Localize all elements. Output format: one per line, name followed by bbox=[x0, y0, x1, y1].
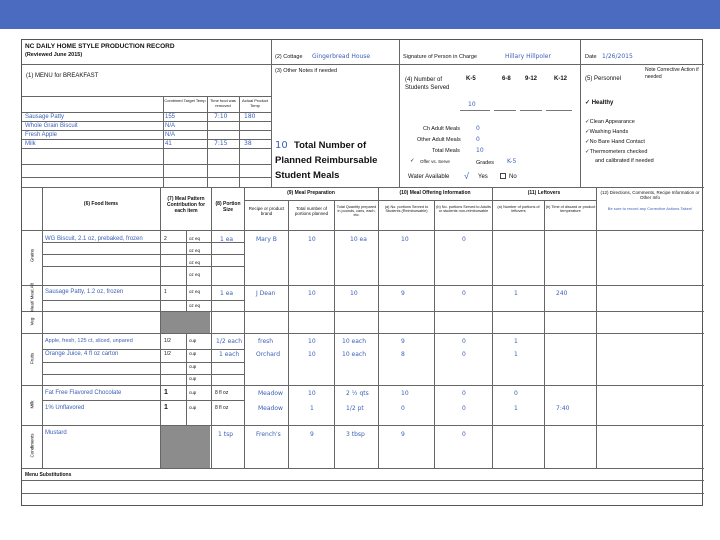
item-left: 1 bbox=[514, 290, 518, 297]
item-recipe: French's bbox=[256, 431, 281, 438]
item-qty: 1 bbox=[164, 389, 168, 396]
k5-served-value: 10 bbox=[468, 101, 476, 108]
item-prepared: 10 each bbox=[342, 351, 367, 358]
item-prepared: 3 tbsp bbox=[346, 431, 365, 438]
item-recipe: fresh bbox=[258, 338, 274, 345]
water-no-label: No bbox=[509, 174, 517, 180]
production-record-form bbox=[21, 39, 703, 506]
item-portion: 1 tsp bbox=[218, 431, 234, 438]
item-qty: 1/2 bbox=[164, 351, 171, 357]
temp-item: Fresh Apple bbox=[25, 132, 58, 138]
personnel-item: and calibrated if needed bbox=[595, 158, 654, 164]
item-qty: 1 bbox=[164, 404, 168, 411]
item-unit: oz eq bbox=[189, 272, 201, 277]
meal-pattern-header: (7) Meal Pattern Contribution for each item bbox=[166, 196, 206, 214]
temp-item: Whole Grain Biscuit bbox=[25, 123, 78, 129]
item-unit: oz eq bbox=[189, 260, 201, 265]
time-removed-header: Time food was removed bbox=[210, 98, 236, 108]
component-grains: Grains bbox=[29, 248, 35, 263]
grade-k12: K-12 bbox=[554, 76, 568, 82]
other-adult-value: 0 bbox=[476, 136, 480, 143]
temp-time: 7:15 bbox=[214, 140, 228, 147]
item-portion: 8 fl oz bbox=[215, 390, 229, 396]
menu-substitutions-label: Menu Substitutions bbox=[25, 472, 72, 478]
item-left: 1 bbox=[514, 338, 518, 345]
grade-k5: K-5 bbox=[466, 76, 476, 82]
item-portion: 1 each bbox=[219, 351, 240, 358]
food-item: Fat Free Flavored Chocolate bbox=[45, 390, 122, 396]
portion-header: (8) Portion Size bbox=[215, 201, 241, 213]
item-adults: 0 bbox=[462, 236, 466, 243]
temp-item: Sausage Patty bbox=[25, 114, 65, 120]
signature-label: Signature of Person in Charge bbox=[403, 54, 477, 60]
item-planned: 1 bbox=[310, 405, 314, 412]
temp-target: N/A bbox=[165, 123, 176, 129]
other-adult-label: Other Adult Meals bbox=[417, 137, 461, 143]
offer-vs-serve-label: Offer vs. Serve bbox=[420, 159, 450, 164]
food-item: Sausage Patty, 1.2 oz, frozen bbox=[45, 289, 124, 295]
ch-adult-label: Ch Adult Meals bbox=[423, 126, 460, 132]
item-portion: 8 fl oz bbox=[215, 405, 229, 411]
item-unit: oz eq bbox=[189, 248, 201, 253]
component-fruits: Fruits bbox=[29, 352, 35, 365]
item-left: 1 bbox=[514, 351, 518, 358]
temp-time: 7:10 bbox=[214, 113, 228, 120]
ch-adult-value: 0 bbox=[476, 125, 480, 132]
item-qty: 1/2 bbox=[164, 338, 171, 344]
item-planned: 10 bbox=[308, 236, 316, 243]
grades-value: K-5 bbox=[507, 158, 517, 165]
component-milk: Milk bbox=[29, 400, 35, 409]
item-portion: 1/2 each bbox=[216, 338, 243, 345]
temp-target: N/A bbox=[165, 132, 176, 138]
item-unit: oz eq bbox=[189, 289, 201, 294]
temp-actual: 180 bbox=[244, 113, 256, 120]
component-condiments: Condiments bbox=[29, 433, 35, 458]
item-time: 7:40 bbox=[556, 405, 570, 412]
total-meals-text: Planned Reimbursable bbox=[275, 155, 378, 166]
item-recipe: Mary B bbox=[256, 236, 277, 243]
item-qty: 1 bbox=[164, 289, 167, 295]
item-portion: 1 ea bbox=[220, 290, 234, 297]
other-notes-label: (3) Other Notes if needed bbox=[275, 68, 338, 74]
actual-temp-header: Actual Product Temp bbox=[241, 98, 268, 108]
leftovers-header: (11) Leftovers bbox=[527, 190, 561, 196]
item-portion: 1 ea bbox=[220, 236, 234, 243]
healthy-item: ✓ Healthy bbox=[585, 100, 614, 106]
item-unit: oz eq bbox=[189, 303, 201, 308]
form-title: NC DAILY HOME STYLE PRODUCTION RECORD bbox=[25, 43, 175, 50]
target-temp-header: Combined Target Temp bbox=[164, 98, 206, 103]
item-prepared: 10 bbox=[350, 290, 358, 297]
total-meals-text: Student Meals bbox=[275, 170, 340, 181]
item-planned: 10 bbox=[308, 390, 316, 397]
item-adults: 0 bbox=[462, 390, 466, 397]
food-item: WG Biscuit, 2.1 oz, prebaked, frozen bbox=[45, 236, 143, 242]
item-unit: oz eq bbox=[189, 236, 201, 241]
portions-planned-header: Total number of portions planned bbox=[294, 206, 329, 216]
component-veg: Veg bbox=[29, 317, 35, 326]
item-adults: 0 bbox=[462, 405, 466, 412]
water-yes-check[interactable]: √ bbox=[464, 171, 469, 181]
food-item: Mustard bbox=[45, 430, 67, 436]
component-meat: Meat/ Meat Alt bbox=[29, 283, 35, 312]
item-unit: cup bbox=[189, 351, 197, 356]
personnel-item: ✓No Bare Hand Contact bbox=[585, 139, 645, 145]
item-served: 9 bbox=[401, 290, 405, 297]
item-adults: 0 bbox=[462, 338, 466, 345]
water-label: Water Available bbox=[408, 174, 450, 180]
temp-actual: 38 bbox=[244, 140, 252, 147]
item-prepared: 10 each bbox=[342, 338, 367, 345]
offering-header: (10) Meal Offering Information bbox=[399, 190, 471, 196]
slide-header-bar bbox=[0, 0, 720, 29]
shaded-cell bbox=[161, 426, 210, 468]
item-unit: cup bbox=[189, 364, 197, 369]
date-value: 1/26/2015 bbox=[602, 53, 633, 60]
item-planned: 10 bbox=[308, 351, 316, 358]
item-unit: cup bbox=[189, 338, 197, 343]
total-meals-label: Total Meals bbox=[432, 148, 460, 154]
item-planned: 10 bbox=[308, 338, 316, 345]
comments-note: Be sure to record any Corrective Actions Taken! bbox=[607, 206, 693, 211]
item-qty: 2 bbox=[164, 236, 167, 242]
cottage-value: Gingerbread House bbox=[312, 53, 371, 60]
temp-item: Milk bbox=[25, 141, 36, 147]
item-unit: cup bbox=[189, 390, 197, 395]
meal-prep-header: (9) Meal Preparation bbox=[287, 190, 335, 196]
water-no-checkbox[interactable] bbox=[500, 173, 506, 179]
grade-6-8: 6-8 bbox=[502, 76, 511, 82]
personnel-item: ✓Thermometers checked bbox=[585, 149, 648, 155]
item-recipe: Meadow bbox=[258, 390, 283, 397]
item-left: 1 bbox=[514, 405, 518, 412]
signature-value: Hillary Hillpoler bbox=[505, 53, 551, 60]
offer-check: ✓ bbox=[410, 158, 415, 164]
grades-label: Grades bbox=[476, 160, 495, 166]
food-item: Orange Juice, 4 fl oz carton bbox=[45, 351, 119, 357]
personnel-label: (5) Personnel bbox=[585, 76, 622, 82]
corrective-note: Note Corrective Action if needed bbox=[645, 67, 699, 80]
comments-header: (12) Directions, Comments, Recipe Information or Other Info bbox=[600, 190, 700, 200]
personnel-item: ✓Clean Appearance bbox=[585, 119, 635, 125]
left-time-header: (b) Time of discard or product temperature bbox=[545, 205, 596, 213]
item-adults: 0 bbox=[462, 290, 466, 297]
item-planned: 9 bbox=[310, 431, 314, 438]
shaded-cell bbox=[161, 312, 210, 333]
grade-9-12: 9-12 bbox=[525, 76, 538, 82]
item-recipe: Orchard bbox=[256, 351, 281, 358]
total-qty-header: Total Quantity prepared in pounds, cans, each, etc. bbox=[336, 205, 377, 217]
item-prepared: 2 ½ qts bbox=[346, 390, 369, 397]
item-adults: 0 bbox=[462, 351, 466, 358]
food-item: 1% Unflavored bbox=[45, 405, 85, 411]
item-served: 9 bbox=[401, 431, 405, 438]
item-served: 9 bbox=[401, 338, 405, 345]
menu-label: (1) MENU for BREAKFAST bbox=[26, 73, 99, 79]
item-recipe: J Dean bbox=[256, 290, 276, 297]
cottage-label: (2) Cottage bbox=[275, 54, 303, 60]
served-adults-header: (b) No. portions Served to Adults or students non-reimbursable bbox=[436, 205, 491, 213]
total-meals-text: Total Number of bbox=[294, 140, 367, 151]
water-yes-label: Yes bbox=[478, 174, 488, 180]
form-revised: (Reviewed June 2015) bbox=[25, 52, 83, 58]
left-portions-header: (a) Number of portions of leftovers bbox=[497, 205, 540, 213]
date-label: Date bbox=[585, 54, 597, 60]
item-served: 10 bbox=[401, 390, 409, 397]
recipe-header: Recipe or product brand bbox=[248, 206, 285, 216]
temp-target: 41 bbox=[165, 141, 172, 147]
food-items-header: (6) Food Items bbox=[83, 201, 119, 207]
total-meals-field: 10 bbox=[476, 147, 484, 154]
students-served-label: (4) Number of Students Served bbox=[405, 77, 450, 91]
personnel-item: ✓Washing Hands bbox=[585, 129, 629, 135]
item-unit: cup bbox=[189, 405, 197, 410]
served-students-header: (a) No. portions Served to Students (Reimbursable) bbox=[384, 205, 429, 213]
item-planned: 10 bbox=[308, 290, 316, 297]
item-unit: cup bbox=[189, 376, 197, 381]
food-item: Apple, fresh, 125 ct, sliced, unpared bbox=[45, 338, 133, 344]
item-prepared: 10 ea bbox=[350, 236, 367, 243]
item-served: 0 bbox=[401, 405, 405, 412]
item-recipe: Meadow bbox=[258, 405, 283, 412]
item-adults: 0 bbox=[462, 431, 466, 438]
item-time: 240 bbox=[556, 290, 568, 297]
total-meals-value: 10 bbox=[275, 140, 288, 151]
item-prepared: 1/2 pt bbox=[346, 405, 364, 412]
item-left: 0 bbox=[514, 390, 518, 397]
item-served: 10 bbox=[401, 236, 409, 243]
temp-target: 155 bbox=[165, 114, 176, 120]
item-served: 8 bbox=[401, 351, 405, 358]
